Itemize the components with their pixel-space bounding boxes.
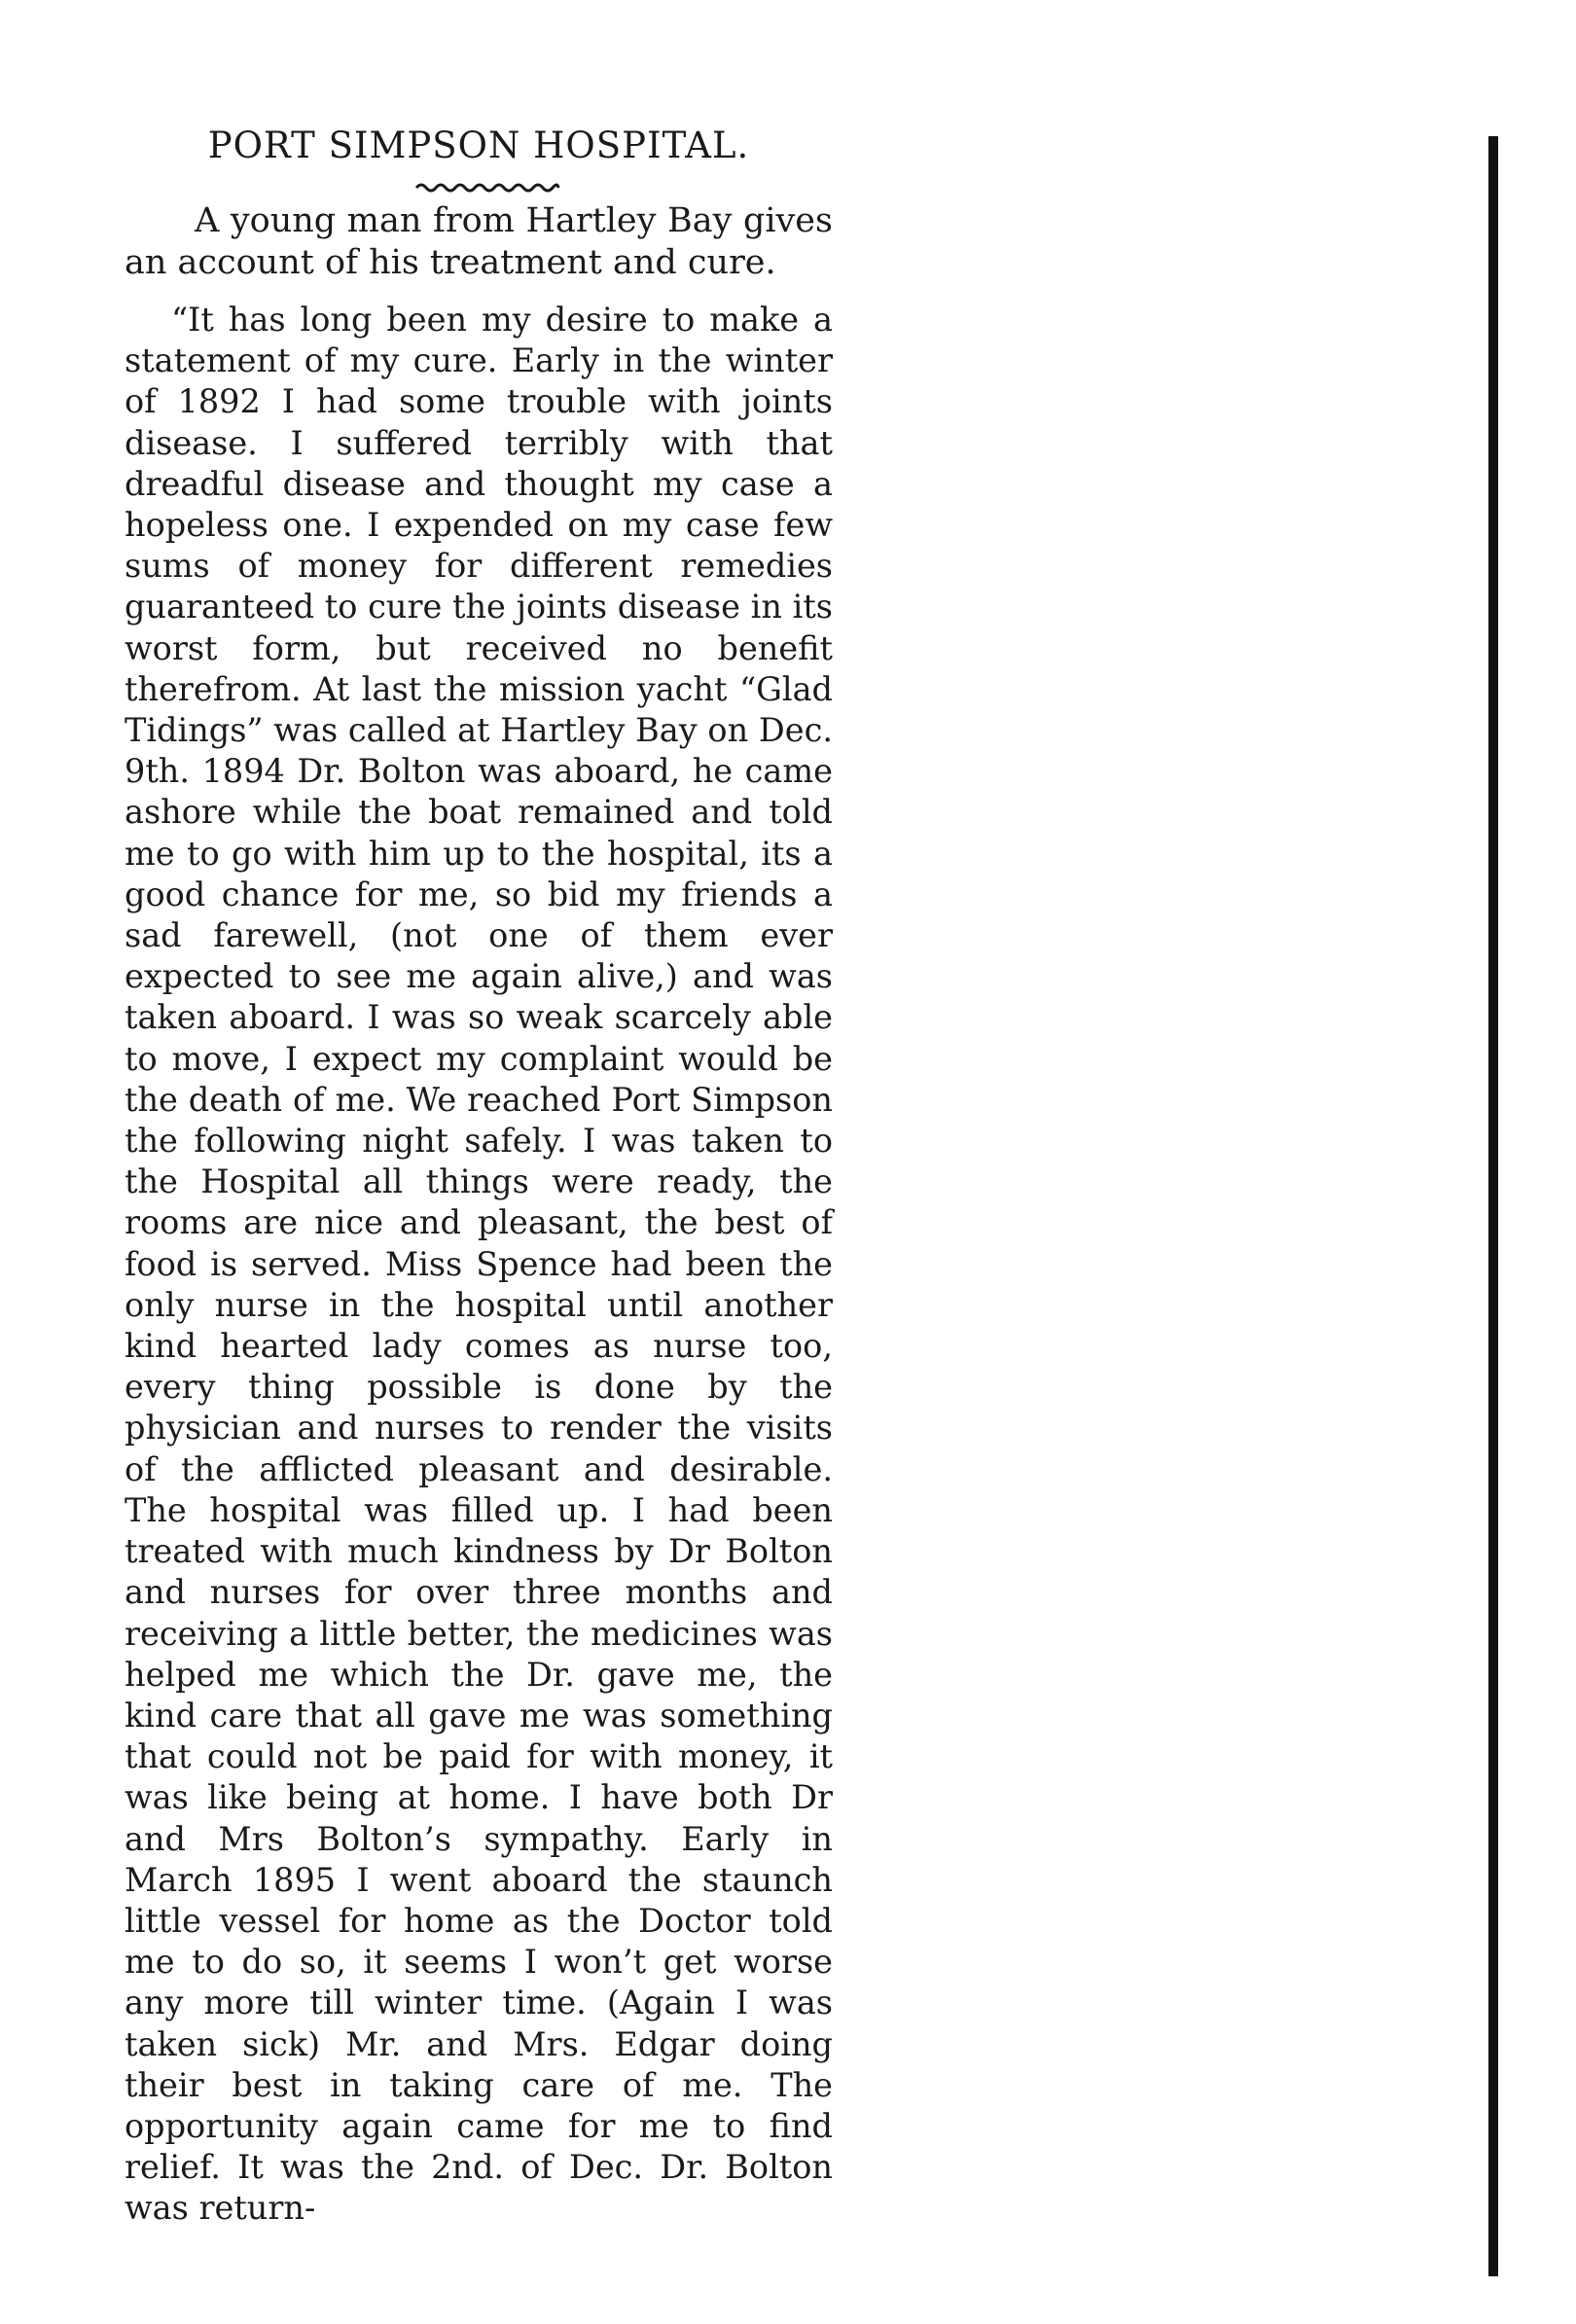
article-body-left: “It has long been my desire to make a statement of my cure. Early in the winter of 1892 I had some trouble with joints disease. I suffered terribly with that dreadful disease and thought my case a hopeless one. I expended on my case few sums of money for different remedies guaranteed to cure the joints disease in its worst form, but received no benefit therefrom. At last the mission yacht “Glad Tidings” was called at Hartley Bay on Dec. 9th. 1894 Dr. Bolton was aboard, he came ashore while the boat remained and told me to go with him up to the hospital, its a good chance for me, so bid my friends a sad farewell, (not one of them ever expected to see me again alive,) and was taken aboard. I was so weak scarcely able to move, I expect my complaint would be the death of me. We reached Port Simpson the following night safely. I was taken to the Hospital all things were ready, the rooms are nice and pleasant, the best of food is served. Miss Spence had been the only nurse in the hospital until another kind hearted lady comes as nurse too, every thing possible is done by the physician and nurses to render the visits of the afflicted pleasant and desirable. The hospital was filled up. I had been treated with much kindness by Dr Bolton and nurses for over three months and receiving a little better, the medicines was helped me which the Dr. gave me, the kind care that all gave me was something that could not be paid for with money, it was like being at home. I have both Dr and Mrs Bolton’s sympathy. Early in March 1895 I went aboard the staunch little vessel for home as the Doctor told me to do so, it seems I won’t get worse any more till winter time. (Again I was taken sick) Mr. and Mrs. Edgar doing their best in taking care of me. The opportunity again came for me to find relief. It was the 2nd. of Dec. Dr. Bolton was return- — [125, 301, 833, 2228]
page-edge-shadow — [1488, 136, 1498, 2276]
article-subhead: A young man from Hartley Bay gives an account of his treatment and cure. — [125, 201, 833, 282]
article-headline: PORT SIMPSON HOSPITAL. — [207, 125, 750, 166]
headline-ornament — [414, 181, 560, 195]
